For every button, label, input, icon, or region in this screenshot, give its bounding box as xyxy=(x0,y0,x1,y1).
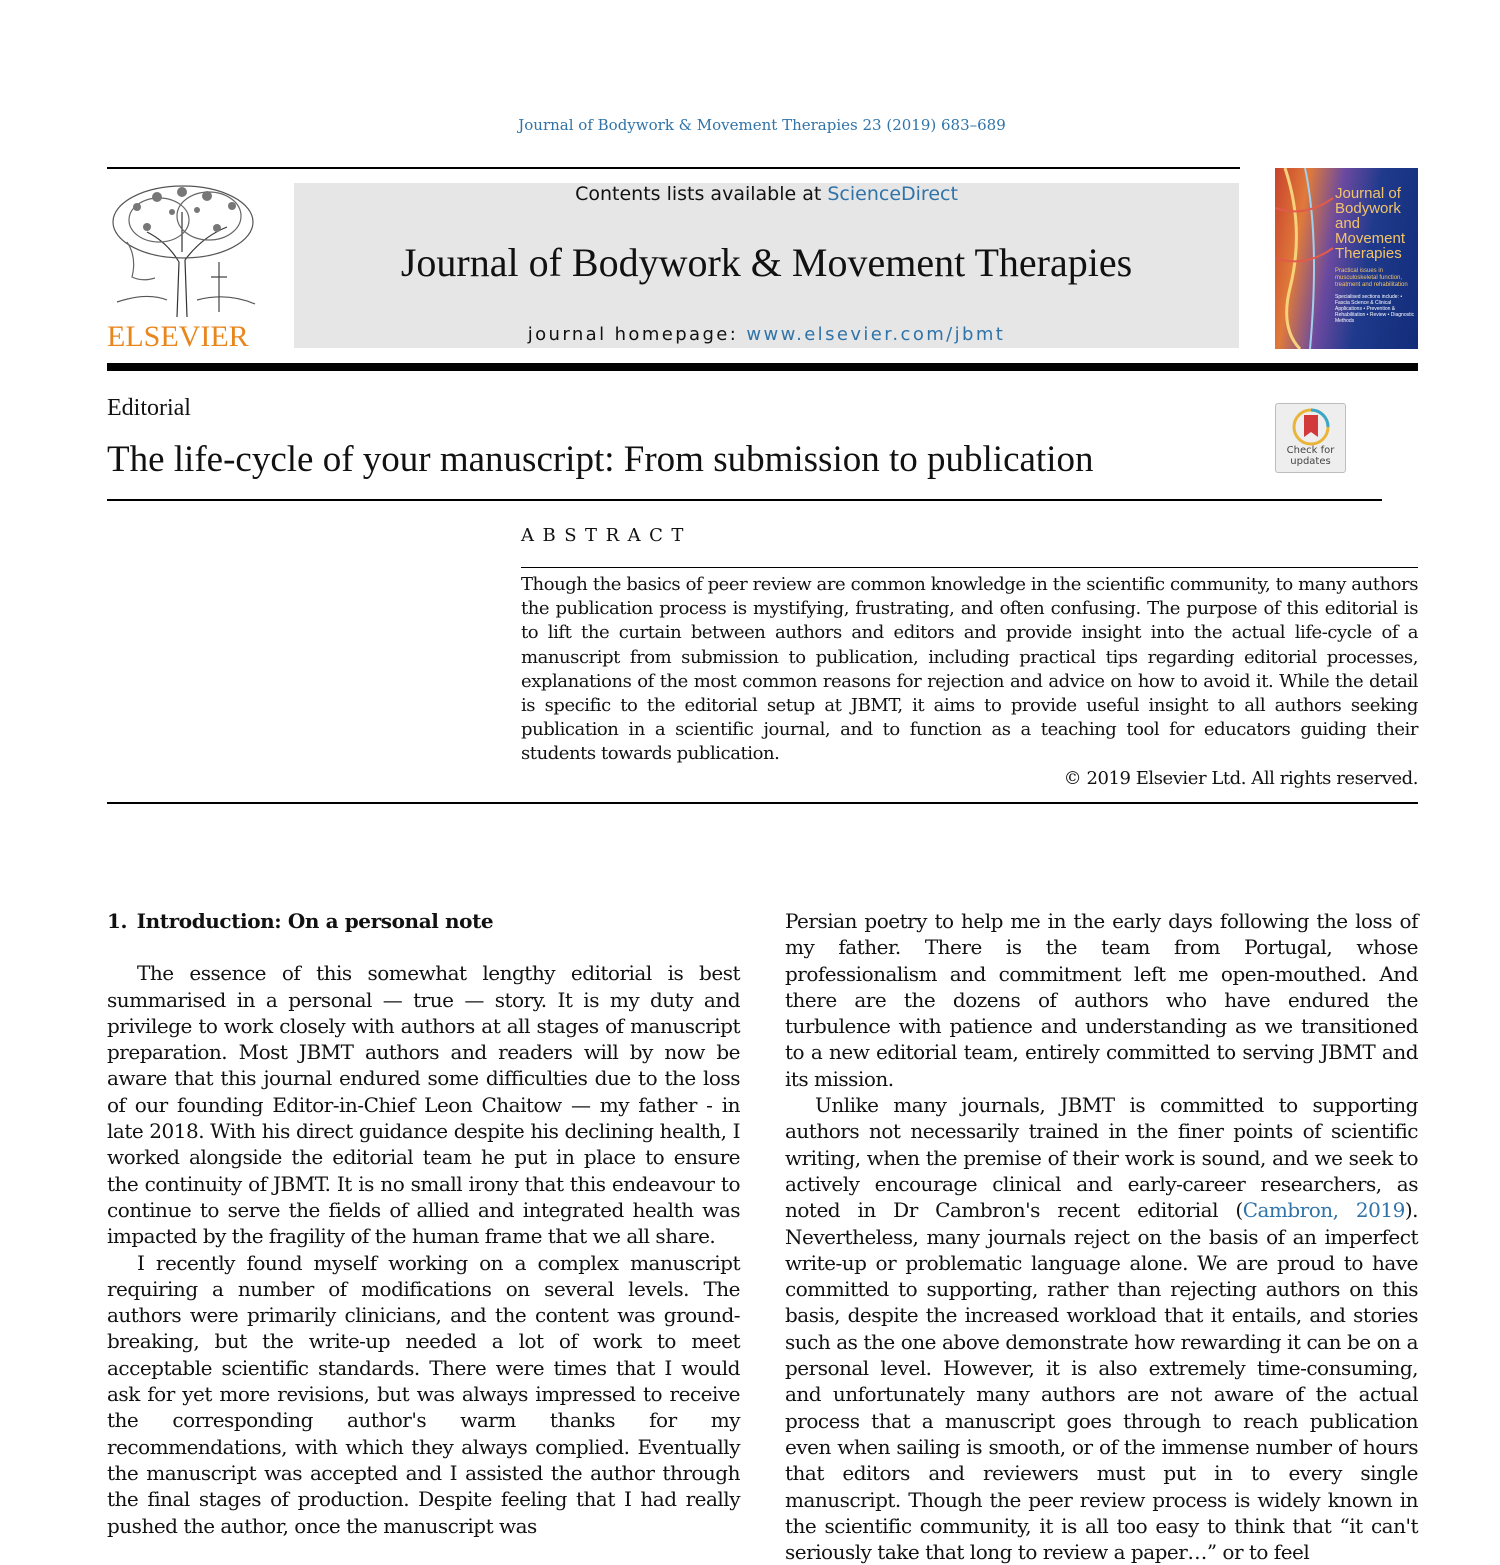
abstract-paragraph: Though the basics of peer review are common knowledge in the scientific community, to many authors the publication process is mystifying, frustrating, and often confusing. The purpose of this editorial is to lift the curtain between authors and editors and provide insight into the actual life-cycle of a manuscript from submission to publication, including practical tips regarding editorial processes, explanations of the most common reasons for rejection and advice on how to avoid it. While the detail is specific to the editorial setup at JBMT, it aims to provide useful insight to all authors seeking publication in a scientific journal, and to function as a teaching tool for educators guiding their students towards publication. xyxy=(521,574,1418,765)
elsevier-tree-icon xyxy=(107,182,259,322)
right-column xyxy=(785,908,1418,1565)
left-column xyxy=(107,908,740,1539)
left-paragraph-2: I recently found myself working on a complex manuscript requiring a number of modifications on several levels. The authors were primarily clinicians, and the content was ground-breaking, but the write-up needed a lot of work to meet acceptable scientific standards. There were times that I would ask for yet more revisions, but was always impressed to receive the corresponding author's warm thanks for my recommendations, with which they always complied. Eventually the manuscript was accepted and I assisted the author through the final stages of production. Despite feeling that I had really pushed the author, once the manuscript was xyxy=(107,1250,740,1538)
sciencedirect-link[interactable]: ScienceDirect xyxy=(827,183,958,205)
homepage-link[interactable]: www.elsevier.com/jbmt xyxy=(746,324,1006,345)
left-paragraph-1: The essence of this somewhat lengthy editorial is best summarised in a personal — true — story. It is my duty and privilege to work closely with authors at all stages of manuscript preparation. Most JBMT authors and readers will by now be aware that this journal endured some difficulties due to the loss of our founding Editor-in-Chief Leon Chaitow — my father - in late 2018. With his direct guidance despite his declining health, I worked alongside the editorial team he put in place to ensure the continuity of JBMT. It is no small irony that this endeavour to continue to serve the fields of allied and integrated health was impacted by the fragility of the human frame that we all share. xyxy=(107,961,740,1249)
abstract-text xyxy=(521,573,1418,791)
bookmark-icon xyxy=(1291,407,1331,447)
journal-citation[interactable]: Journal of Bodywork & Movement Therapies 23 (2019) 683–689 xyxy=(518,116,1006,134)
header-thick-rule xyxy=(107,363,1418,371)
journal-cover-image[interactable] xyxy=(1275,168,1418,349)
section-heading: 1. Introduction: On a personal note xyxy=(107,909,494,933)
cover-subtitle: Practical issues in musculoskeletal function, treatment and rehabilitation xyxy=(1335,268,1408,288)
cover-sections: Specialised sections include: • Fascia Science & Clinical Applications • Prevention & Rehabilitation • Review • Diagnostic Methods xyxy=(1335,294,1415,324)
cover-title: Journal of Bodywork and Movement Therapies xyxy=(1335,185,1406,262)
elsevier-logo xyxy=(107,182,259,352)
right-paragraph-2-end: ). Nevertheless, many journals reject on the basis of an imperfect write-up or problematic language alone. We are proud to have committed to supporting, rather than rejecting authors on this basis, despite the increased workload that it entails, and stories such as the one above demonstrate how rewarding it can be on a personal level. However, it is also extremely time-consuming, and unfortunately many authors are not aware of the actual process that a manuscript goes through to reach publication even when sailing is smooth, or of the immense number of hours that editors and reviewers must put in to every single manuscript. Though the peer review process is widely known in the scientific community, it is all too easy to think that “it can't seriously take that long to review a paper…” or to feel xyxy=(785,1198,1418,1565)
abstract-bottom-rule xyxy=(107,802,1418,804)
copyright: © 2019 Elsevier Ltd. All rights reserved. xyxy=(1063,767,1418,789)
article-title: The life-cycle of your manuscript: From submission to publication xyxy=(107,439,1094,480)
check-for-updates-label: Check for updates xyxy=(1286,445,1335,467)
header-top-rule xyxy=(107,167,1240,169)
title-rule xyxy=(107,499,1382,501)
check-for-updates-button[interactable] xyxy=(1275,403,1346,473)
contents-prefix: Contents lists available at xyxy=(575,183,828,205)
abstract-heading: ABSTRACT xyxy=(521,525,692,546)
homepage-line xyxy=(294,324,1239,345)
cover-anatomy-icon xyxy=(1275,168,1335,349)
journal-banner xyxy=(294,183,1239,348)
right-paragraph-2 xyxy=(785,1092,1418,1565)
contents-line xyxy=(294,183,1239,205)
journal-title: Journal of Bodywork & Movement Therapies xyxy=(400,240,1133,285)
cambron-citation-link[interactable]: Cambron, 2019 xyxy=(1242,1198,1405,1223)
article-type: Editorial xyxy=(107,395,191,421)
homepage-prefix: journal homepage: xyxy=(527,324,747,345)
abstract-rule xyxy=(521,567,1418,568)
right-paragraph-1: Persian poetry to help me in the early days following the loss of my father. There is the team from Portugal, whose professionalism and commitment left me open-mouthed. And there are the dozens of authors who have endured the turbulence with patience and understanding as we transitioned to a new editorial team, entirely committed to serving JBMT and its mission. xyxy=(785,909,1418,1091)
elsevier-wordmark: ELSEVIER xyxy=(107,320,249,353)
right-paragraph-2-start: Unlike many journals, JBMT is committed to supporting authors not necessarily trained in the finer points of scientific writing, when the premise of their work is sound, and we seek to actively encourage clinical and early-career researchers, as noted in Dr Cambron's recent editorial ( xyxy=(785,1093,1418,1223)
